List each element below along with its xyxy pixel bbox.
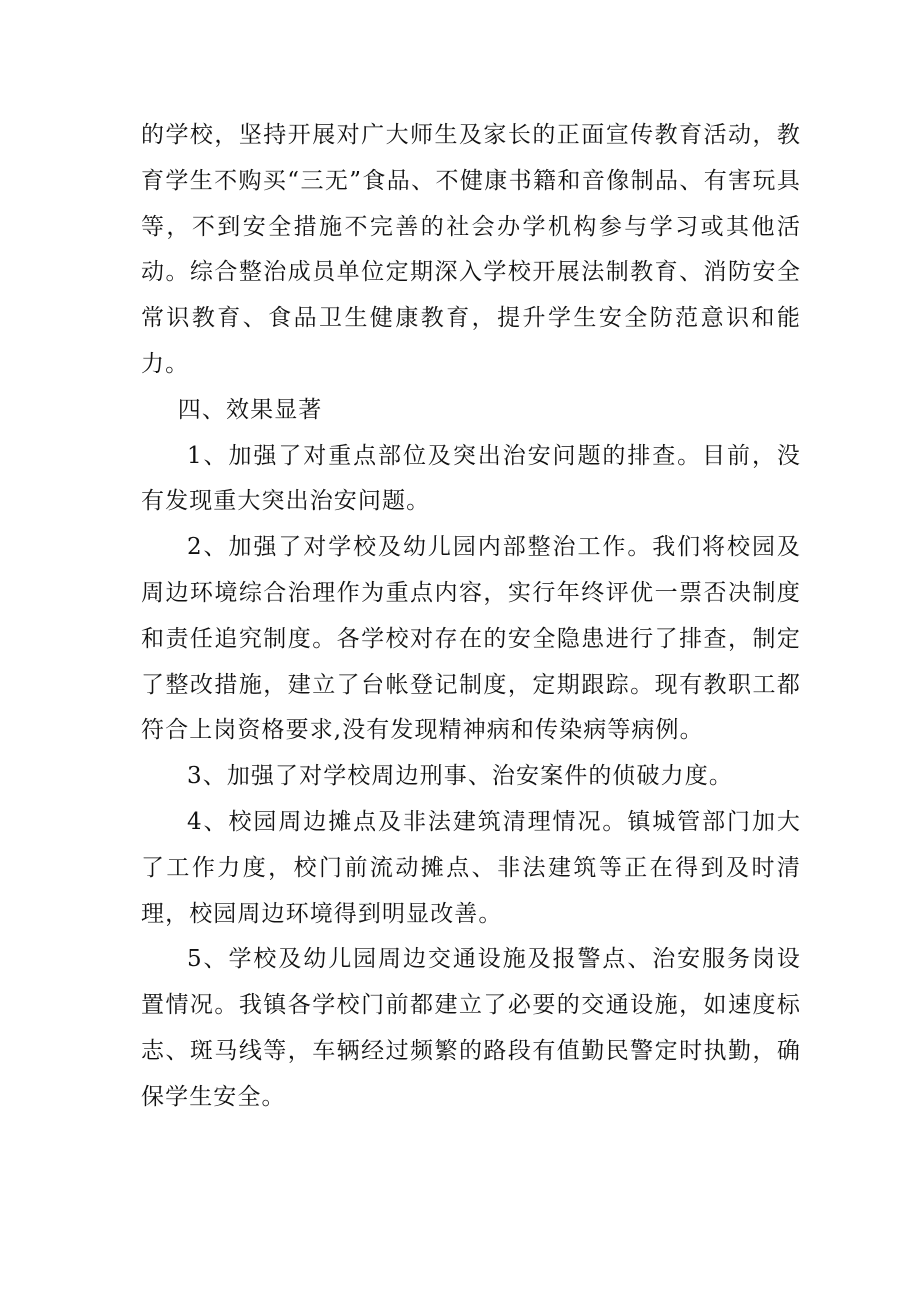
document-body [141, 113, 801, 1121]
section-heading-effects: 四、效果显著 [177, 396, 323, 423]
paragraph-item-1: 1、加强了对重点部位及突出治安问题的排查。目前，没有发现重大突出治安问题。 [141, 442, 801, 515]
paragraph-item-2: 2、加强了对学校及幼儿园内部整治工作。我们将校园及周边环境综合治理作为重点内容，实行年终评优一票否决制度和责任追究制度。各学校对存在的安全隐患进行了排查，制定了整改措施，建立了台帐登记制度，定期跟踪。现有教职工都符合上岗资格要求,没有发现精神病和传染病等病例。 [141, 534, 801, 744]
paragraph-item-5: 5、学校及幼儿园周边交通设施及报警点、治安服务岗设置情况。我镇各学校门前都建立了必要的交通设施，如速度标志、斑马线等，车辆经过频繁的路段有值勤民警定时执勤，确保学生安全。 [141, 946, 801, 1110]
paragraph-continuation: 的学校，坚持开展对广大师生及家长的正面宣传教育活动，教育学生不购买“三无”食品、不健康书籍和音像制品、有害玩具等，不到安全措施不完善的社会办学机构参与学习或其他活动。综合整治成员单位定期深入学校开展法制教育、消防安全常识教育、食品卫生健康教育，提升学生安全防范意识和能力。 [141, 122, 801, 377]
paragraph-item-3: 3、加强了对学校周边刑事、治安案件的侦破力度。 [187, 763, 733, 790]
paragraph-item-4: 4、校园周边摊点及非法建筑清理情况。镇城管部门加大了工作力度，校门前流动摊点、非法建筑等正在得到及时清理，校园周边环境得到明显改善。 [141, 808, 801, 927]
